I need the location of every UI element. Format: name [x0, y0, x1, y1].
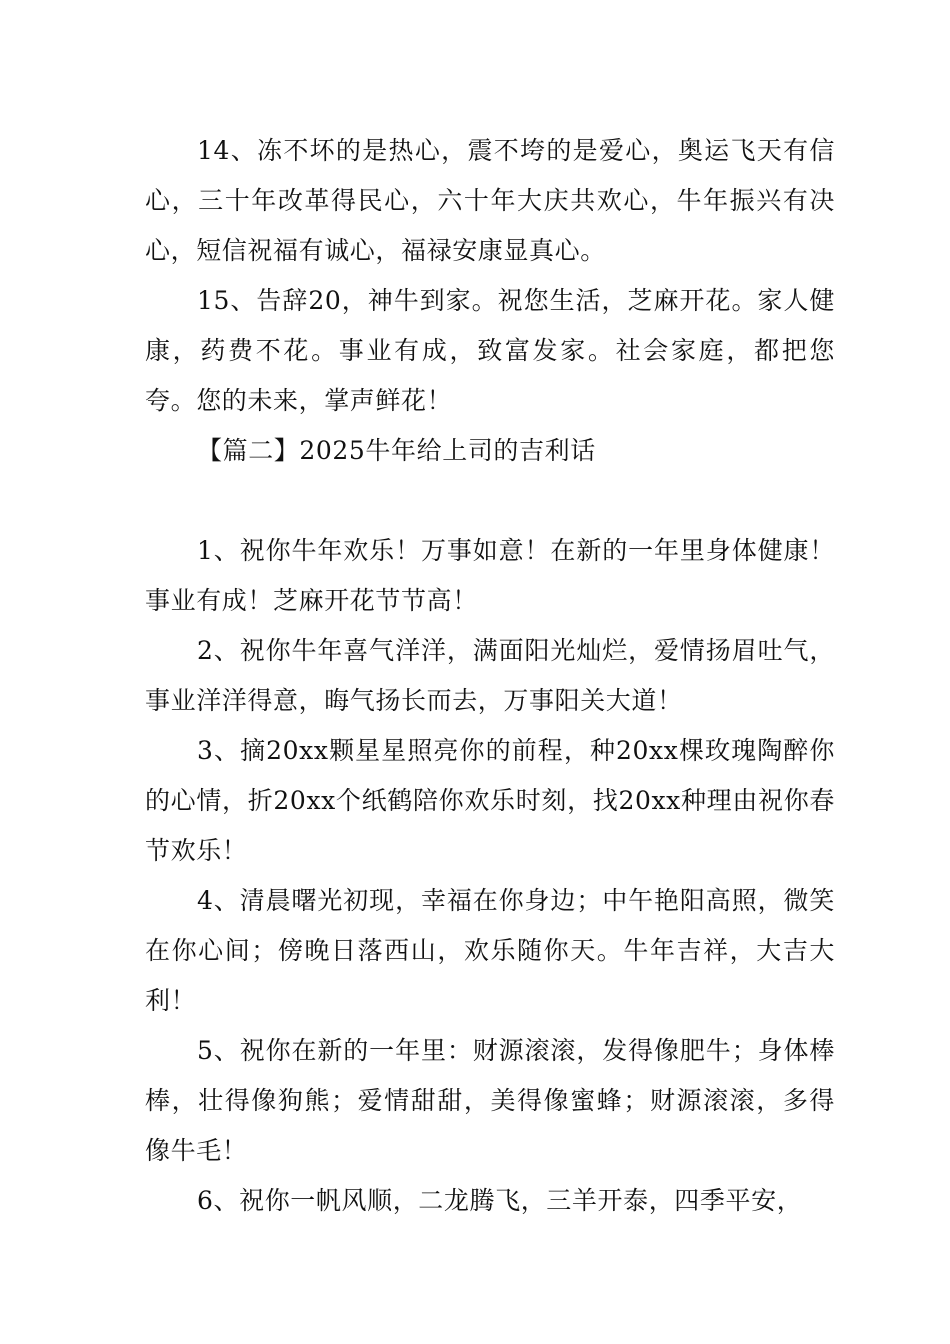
document-body	[145, 126, 835, 1226]
paragraph-4: 4、清晨曙光初现，幸福在你身边；中午艳阳高照，微笑在你心间；傍晚日落西山，欢乐随你天。牛年吉祥，大吉大利！	[145, 886, 835, 1015]
paragraph-3: 3、摘20xx颗星星照亮你的前程，种20xx棵玫瑰陶醉你的心情，折20xx个纸鹤陪你欢乐时刻，找20xx种理由祝你春节欢乐！	[145, 736, 835, 865]
paragraph-14: 14、冻不坏的是热心，震不垮的是爱心，奥运飞天有信心，三十年改革得民心，六十年大庆共欢心，牛年振兴有决心，短信祝福有诚心，福禄安康显真心。	[145, 136, 835, 265]
section-heading: 【篇二】2025牛年给上司的吉利话	[197, 436, 596, 465]
blank-line	[145, 476, 835, 526]
paragraph-15: 15、告辞20，神牛到家。祝您生活，芝麻开花。家人健康，药费不花。事业有成，致富发家。社会家庭，都把您夸。您的未来，掌声鲜花！	[145, 286, 835, 415]
paragraph-2: 2、祝你牛年喜气洋洋，满面阳光灿烂，爱情扬眉吐气，事业洋洋得意，晦气扬长而去，万事阳关大道！	[145, 636, 835, 715]
paragraph-6: 6、祝你一帆风顺，二龙腾飞，三羊开泰，四季平安，	[197, 1186, 803, 1215]
paragraph-1: 1、祝你牛年欢乐！万事如意！在新的一年里身体健康！事业有成！芝麻开花节节高！	[145, 536, 835, 615]
paragraph-5: 5、祝你在新的一年里：财源滚滚，发得像肥牛；身体棒棒，壮得像狗熊；爱情甜甜，美得像蜜蜂；财源滚滚，多得像牛毛！	[145, 1036, 835, 1165]
